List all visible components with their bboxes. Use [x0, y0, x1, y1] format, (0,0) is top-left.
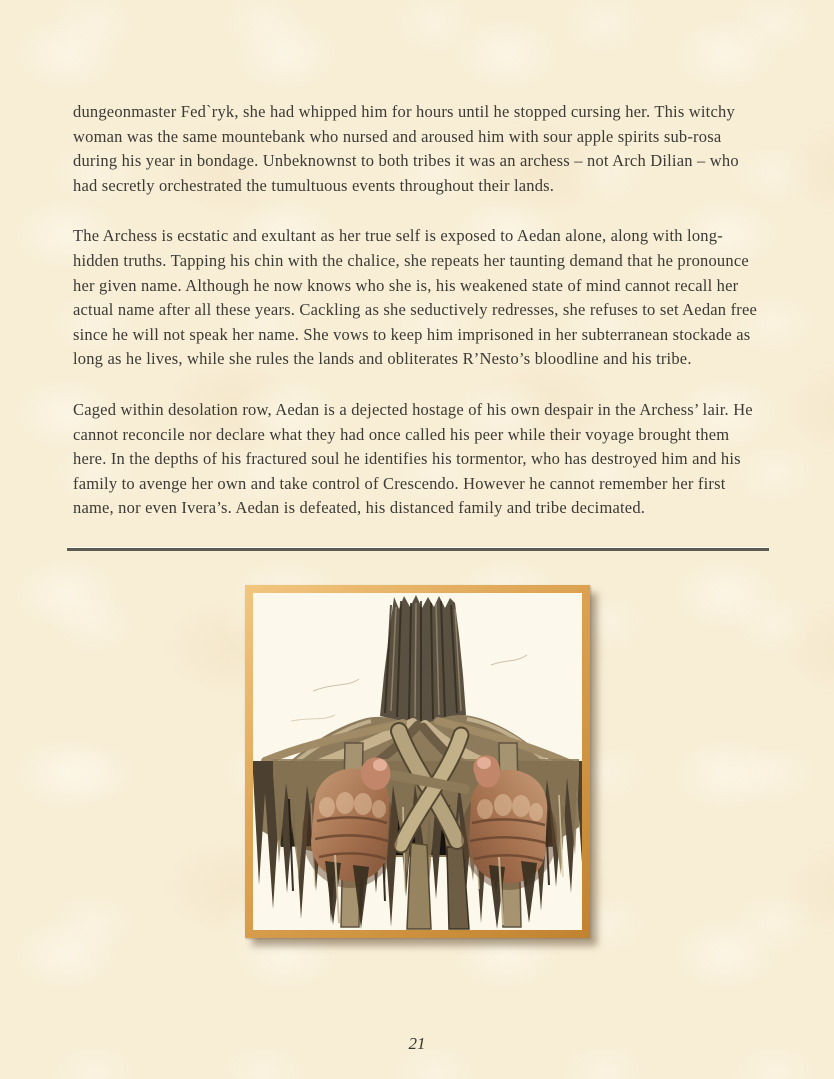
body-paragraph: Caged within desolation row, Aedan is a dejected hostage of his own despair in the Archess’ lair. He cannot reconcile nor declare what they had once called his peer while their voyage brought them here. In the depths of his fractured soul he identifies his tormentor, who has destroyed him and his family to avenge her own and take control of Crescendo. However he cannot remember her first name, nor even Ivera’s. Aedan is defeated, his distanced family and tribe decimated.: [73, 399, 753, 518]
tree-roots-fists-illustration: [253, 593, 582, 930]
body-paragraph: dungeonmaster Fed`ryk, she had whipped him for hours until he stopped cursing her. This witchy woman was the same mountebank who nursed and aroused him with sour apple spirits sub-rosa during his year in bondage. Unbeknownst to both tribes it was an archess – not Arch Dilian – who had secretly orchestrated the tumultuous events throughout their lands.: [73, 102, 739, 195]
section-divider: [67, 547, 769, 551]
framed-illustration: [245, 585, 590, 938]
body-paragraph: The Archess is ecstatic and exultant as her true self is exposed to Aedan alone, along with long-hidden truths. Tapping his chin with the chalice, she repeats her taunting demand that he pronounce her given name. Although he now knows who she is, his weakened state of mind cannot recall her actual name after all these years. Cackling as she seductively redresses, she refuses to set Aedan free since he will not speak her name. She vows to keep him imprisoned in her subterranean stockade as long as he lives, while she rules the lands and obliterates R’Nesto’s bloodline and his tribe.: [73, 226, 757, 369]
body-text-block: [0, 0, 834, 521]
page-number: 21: [408, 1033, 426, 1053]
